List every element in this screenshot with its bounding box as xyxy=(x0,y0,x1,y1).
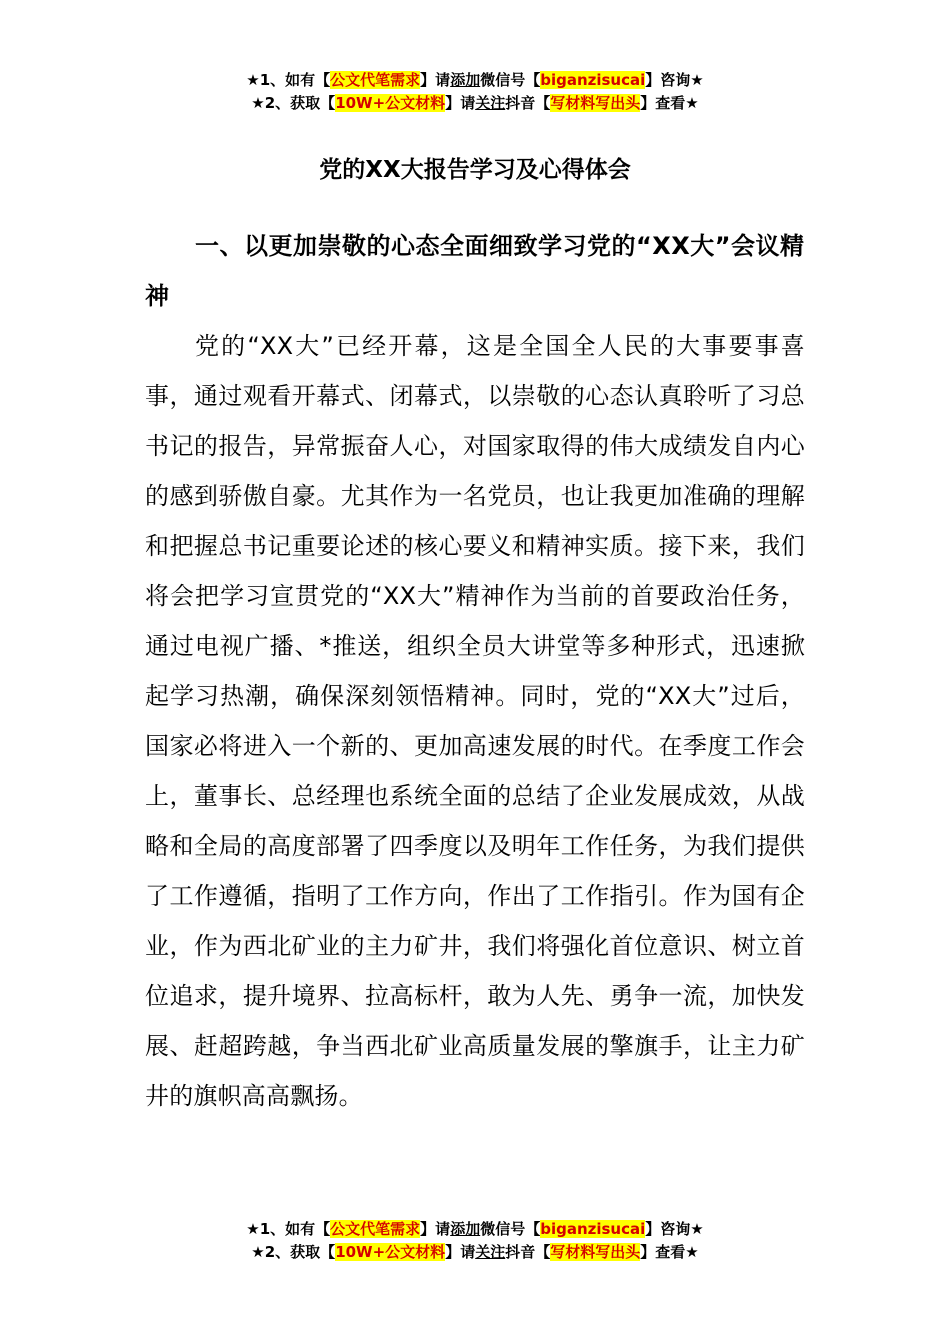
promo-footer-line-2 xyxy=(0,1241,950,1264)
promo-footer-line-1-middle-2: 微信号【 xyxy=(480,1220,541,1238)
promo-footer-line-1-suffix: 】咨询★ xyxy=(645,1220,704,1238)
promo-footer-line-2-emphasis: 关注 xyxy=(475,1243,506,1261)
promo-footer-line-2-prefix: ★2、获取【 xyxy=(251,1243,336,1261)
promo-line-2-middle: 】请 xyxy=(445,94,476,112)
promo-footer-line-1-highlight-service: 公文代笔需求 xyxy=(330,1220,421,1238)
document-title: 党的XX大报告学习及心得体会 xyxy=(319,157,631,183)
promo-footer-line-2-highlight-materials: 10W+公文材料 xyxy=(335,1243,446,1261)
promo-line-2-middle-2: 抖音【 xyxy=(505,94,551,112)
promo-footer-line-2-middle: 】请 xyxy=(445,1243,476,1261)
promo-line-1-middle-2: 微信号【 xyxy=(480,71,541,89)
promo-line-1-prefix: ★1、如有【 xyxy=(246,71,331,89)
promo-footer-line-1-highlight-wechat: biganzisucai xyxy=(540,1220,646,1238)
promo-line-2-highlight-materials: 10W+公文材料 xyxy=(335,94,446,112)
promo-footer-line-2-middle-2: 抖音【 xyxy=(505,1243,551,1261)
promo-line-1-suffix: 】咨询★ xyxy=(645,71,704,89)
promo-line-1-middle: 】请 xyxy=(420,71,451,89)
promo-footer-line-2-highlight-douyin: 写材料写出头 xyxy=(550,1243,641,1261)
promo-line-2-highlight-douyin: 写材料写出头 xyxy=(550,94,641,112)
promo-line-1-emphasis: 添加 xyxy=(450,71,481,89)
document-body xyxy=(145,221,805,1121)
promo-footer-line-1-emphasis: 添加 xyxy=(450,1220,481,1238)
promo-line-2-emphasis: 关注 xyxy=(475,94,506,112)
promo-line-2-prefix: ★2、获取【 xyxy=(251,94,336,112)
section-heading: 一、以更加崇敬的心态全面细致学习党的“XX大”会议精神 xyxy=(145,232,805,310)
promo-footer-line-1-prefix: ★1、如有【 xyxy=(246,1220,331,1238)
promo-footer-line-2-suffix: 】查看★ xyxy=(640,1243,699,1261)
promo-line-1 xyxy=(0,69,950,92)
promo-footer xyxy=(0,1218,950,1264)
promo-line-1-highlight-service: 公文代笔需求 xyxy=(330,71,421,89)
promo-line-2-suffix: 】查看★ xyxy=(640,94,699,112)
promo-line-1-highlight-wechat: biganzisucai xyxy=(540,71,646,89)
promo-line-2 xyxy=(0,92,950,115)
promo-footer-line-1-middle: 】请 xyxy=(420,1220,451,1238)
promo-footer-line-1 xyxy=(0,1218,950,1241)
body-paragraph: 党的“XX大”已经开幕，这是全国全人民的大事要事喜事，通过观看开幕式、闭幕式，以崇敬的心态认真聆听了习总书记的报告，异常振奋人心，对国家取得的伟大成绩发自内心的感到骄傲自豪。尤其作为一名党员，也让我更加准确的理解和把握总书记重要论述的核心要义和精神实质。接下来，我们将会把学习宣贯党的“XX大”精神作为当前的首要政治任务，通过电视广播、*推送，组织全员大讲堂等多种形式，迅速掀起学习热潮，确保深刻领悟精神。同时，党的“XX大”过后，国家必将进入一个新的、更加高速发展的时代。在季度工作会上，董事长、总经理也系统全面的总结了企业发展成效，从战略和全局的高度部署了四季度以及明年工作任务，为我们提供了工作遵循，指明了工作方向，作出了工作指引。作为国有企业，作为西北矿业的主力矿井，我们将强化首位意识、树立首位追求，提升境界、拉高标杆，敢为人先、勇争一流，加快发展、赶超跨越，争当西北矿业高质量发展的擎旗手，让主力矿井的旗帜高高飘扬。 xyxy=(145,332,805,1110)
promo-header xyxy=(0,69,950,115)
